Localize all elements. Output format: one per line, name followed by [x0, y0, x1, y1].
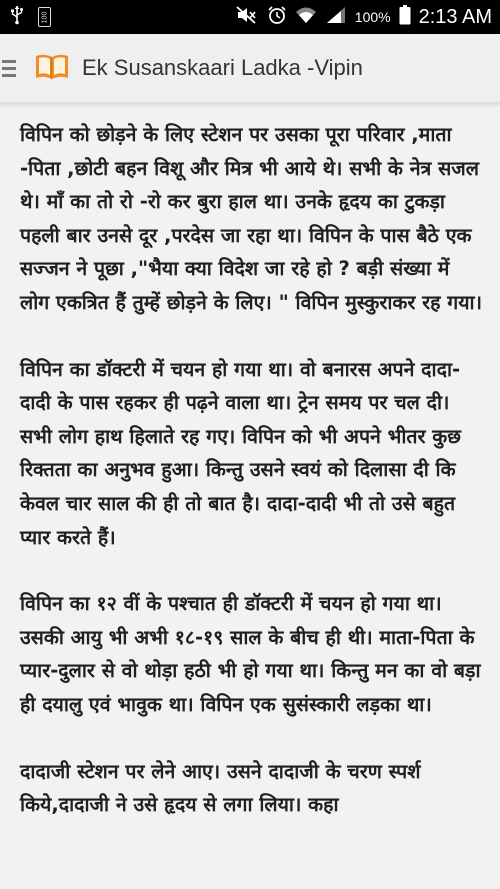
- usb-icon: [10, 5, 24, 29]
- nav-drawer-icon[interactable]: [2, 60, 20, 77]
- mute-icon: [235, 5, 259, 29]
- battery-saver-icon: 100: [38, 7, 51, 27]
- alarm-icon: [267, 5, 287, 29]
- clock: 2:13 AM: [418, 5, 492, 28]
- status-right-icons: [235, 5, 500, 29]
- status-left-icons: [0, 5, 51, 29]
- story-paragraph: विपिन को छोड़ने के लिए स्टेशन पर उसका पूरा परिवार ,माता -पिता ,छोटी बहन विशू और मित्र भी आये थे। सभी के नेत्र सजल थे। माँ का तो रो -रो कर बुरा हाल था। उनके हृदय का टुकड़ा पहली बार उनसे दूर ,परदेस जा रहा था। विपिन के पास बैठे एक सज्जन ने पूछा ,"भैया क्या विदेश जा रहे हो ? बड़ी संख्या में लोग एकत्रित हैं तुम्हें छोड़ने के लिए। " विपिन मुस्कुराकर रह गया।: [20, 123, 482, 314]
- page-title: Ek Susanskaari Ladka -Vipin: [82, 55, 363, 80]
- status-bar: [0, 0, 500, 34]
- story-paragraph: दादाजी स्टेशन पर लेने आए। उसने दादाजी के चरण स्पर्श किये,दादाजी ने उसे हृदय से लगा लिया। कहा: [20, 759, 421, 817]
- story-paragraph: विपिन का डॉक्टरी में चयन हो गया था। वो बनारस अपने दादा-दादी के पास रहकर ही पढ़ने वाला था। ट्रेन समय पर चल दी। सभी लोग हाथ हिलाते रह गए। विपिन को भी अपने भीतर कुछ रिक्तता का अनुभव हुआ। किन्तु उसने स्वयं को दिलासा दी कि केवल चार साल की ही तो बात है। दादा-दादी भी तो उसे बहुत प्यार करते हैं।: [20, 357, 461, 549]
- app-bar: [0, 34, 500, 103]
- story-paragraph: विपिन का १२ वीं के पश्चात ही डॉक्टरी में चयन हो गया था। उसकी आयु भी अभी १८-१९ साल के बीच ही थी। माता-पिता के प्यार-दुलार से वो थोड़ा हठी भी हो गया था। किन्तु मन का वो बड़ा ही दयालु एवं भावुक था। विपिन एक सुसंस्कारी लड़का था।: [20, 592, 481, 716]
- wifi-icon: [295, 6, 317, 28]
- battery-percent: 100%: [354, 9, 391, 25]
- signal-icon: [325, 6, 347, 28]
- battery-icon: [399, 5, 411, 29]
- story-text: [20, 118, 482, 855]
- book-icon[interactable]: [34, 51, 70, 85]
